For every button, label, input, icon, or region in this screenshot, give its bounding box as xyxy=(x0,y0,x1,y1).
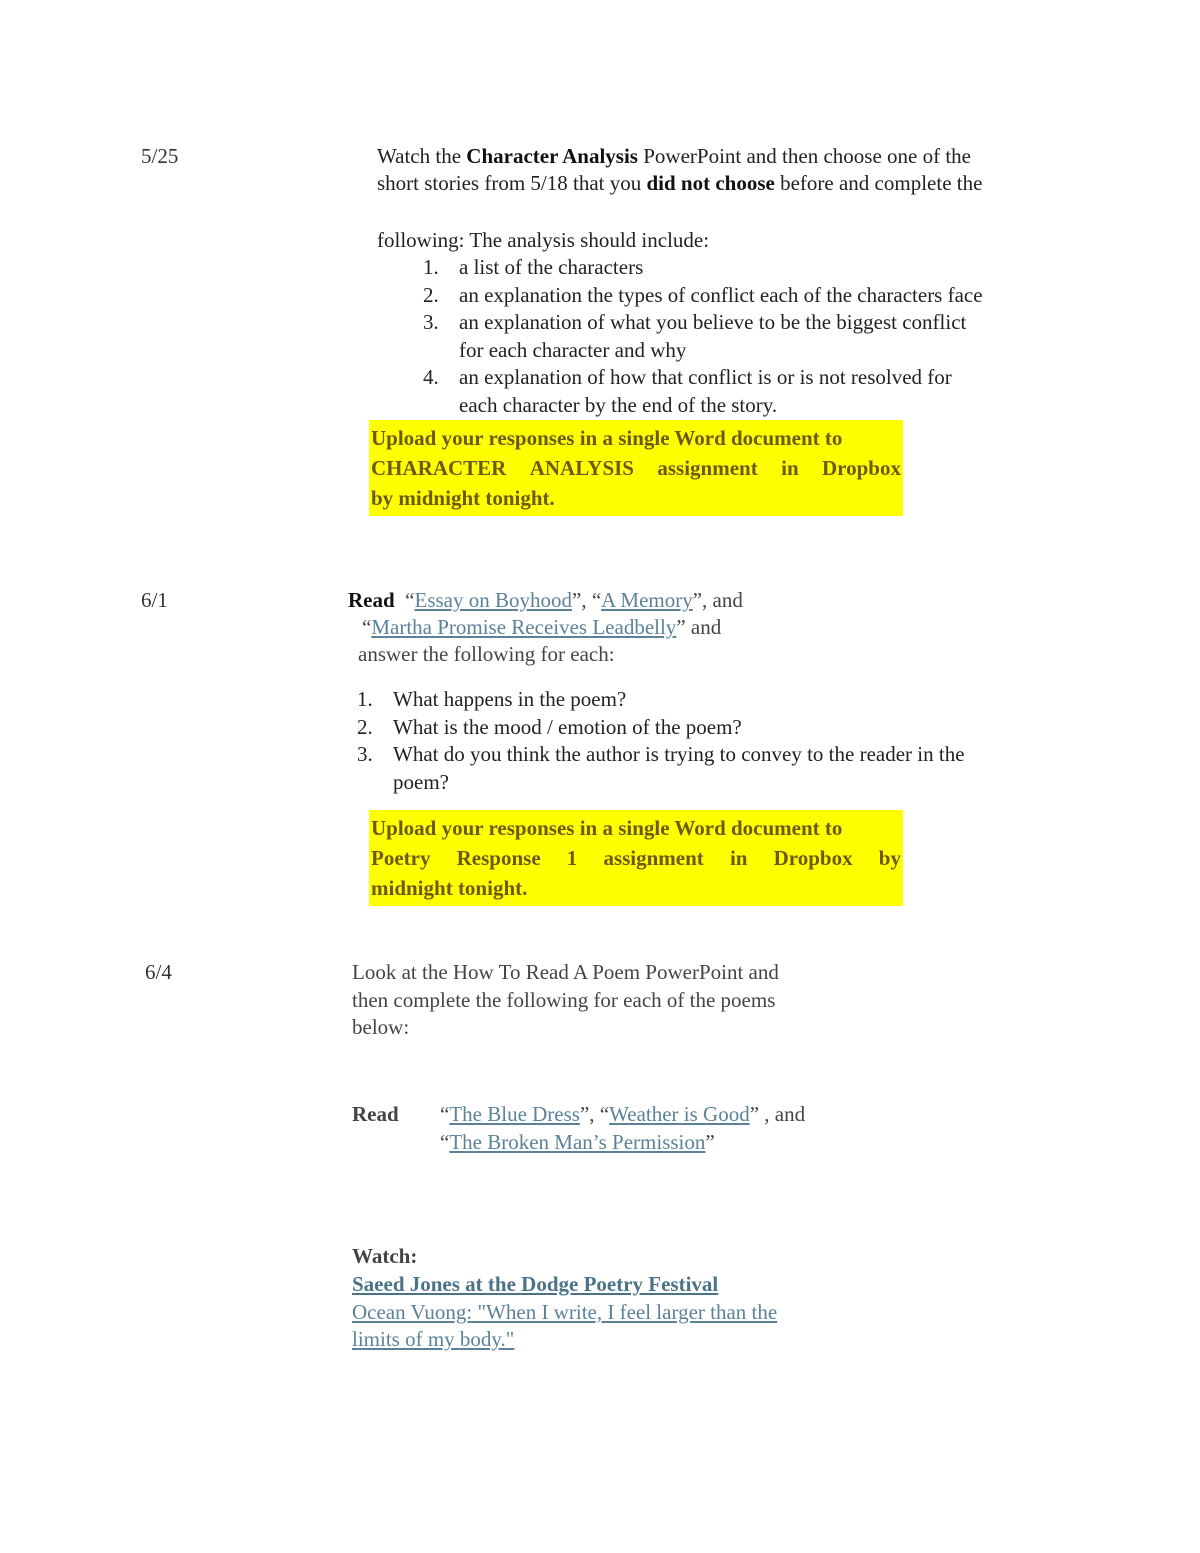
s2-read-line2: “Martha Promise Receives Leadbelly” and xyxy=(362,615,722,639)
s1-requirements-list xyxy=(423,254,983,419)
s2-read-line3: answer the following for each: xyxy=(358,642,615,666)
s3-watch-link2-line1 xyxy=(352,1299,777,1326)
s3-watch-link1-line xyxy=(352,1271,718,1298)
link-ocean-vuong-cont[interactable]: limits of my body." xyxy=(352,1327,515,1351)
date-6-1: 6/1 xyxy=(141,588,168,612)
list-item: 2. an explanation the types of conflict each of the characters face xyxy=(423,282,983,307)
s3-instructions-line1: Look at the How To Read A Poem PowerPoint and xyxy=(352,960,779,984)
s3-watch-link2-line2 xyxy=(352,1326,514,1353)
list-item: 1. What happens in the poem? xyxy=(357,687,627,711)
list-item: 3. What do you think the author is trying to convey to the reader in the poem? xyxy=(357,742,965,794)
s2-read-line1: Read “Essay on Boyhood”, “A Memory”, and xyxy=(348,588,743,612)
link-a-memory[interactable]: A Memory xyxy=(601,588,693,612)
s3-instructions-line2: then complete the following for each of the poems xyxy=(352,988,776,1012)
s3-read-line1: “The Blue Dress”, “Weather is Good” , and xyxy=(440,1102,806,1126)
link-martha-promise[interactable]: Martha Promise Receives Leadbelly xyxy=(371,615,677,639)
s3-watch-label: Watch: xyxy=(352,1244,418,1268)
link-the-blue-dress[interactable]: The Blue Dress xyxy=(449,1102,580,1126)
date-5-25: 5/25 xyxy=(141,144,179,168)
list-item: 1. a list of the characters xyxy=(423,255,644,279)
link-essay-on-boyhood[interactable]: Essay on Boyhood xyxy=(414,588,572,612)
s3-read-line2: “The Broken Man’s Permission” xyxy=(440,1130,715,1154)
s1-upload-instructions: Upload your responses in a single Word document to CHARACTER ANALYSIS assignment in Dropbox by midnight tonight. xyxy=(369,420,903,516)
s3-instructions-line3: below: xyxy=(352,1015,410,1039)
list-item: 2. What is the mood / emotion of the poem? xyxy=(357,714,742,739)
list-item: 3. an explanation of what you believe to be the biggest conflict for each character and why xyxy=(423,310,967,362)
s1-intro-line3: following: The analysis should include: xyxy=(377,228,710,252)
date-6-4: 6/4 xyxy=(145,960,172,984)
link-weather-is-good[interactable]: Weather is Good xyxy=(609,1102,750,1126)
s1-intro-line2: short stories from 5/18 that you did not choose before and complete the xyxy=(377,171,983,195)
s2-questions-list xyxy=(357,686,965,796)
list-item: 4. an explanation of how that conflict is or is not resolved for each character by the end of the story. xyxy=(423,365,952,417)
s2-upload-instructions: Upload your responses in a single Word document to Poetry Response 1 assignment in Dropbox by midnight tonight. xyxy=(369,810,903,906)
s3-read-label: Read xyxy=(352,1102,399,1126)
link-ocean-vuong[interactable]: Ocean Vuong: "When I write, I feel larger than the xyxy=(352,1300,778,1324)
link-broken-mans-permission[interactable]: The Broken Man’s Permission xyxy=(449,1130,706,1154)
s1-intro-line1: Watch the Character Analysis PowerPoint and then choose one of the xyxy=(377,144,972,168)
link-saeed-jones[interactable]: Saeed Jones at the Dodge Poetry Festival xyxy=(352,1272,719,1296)
